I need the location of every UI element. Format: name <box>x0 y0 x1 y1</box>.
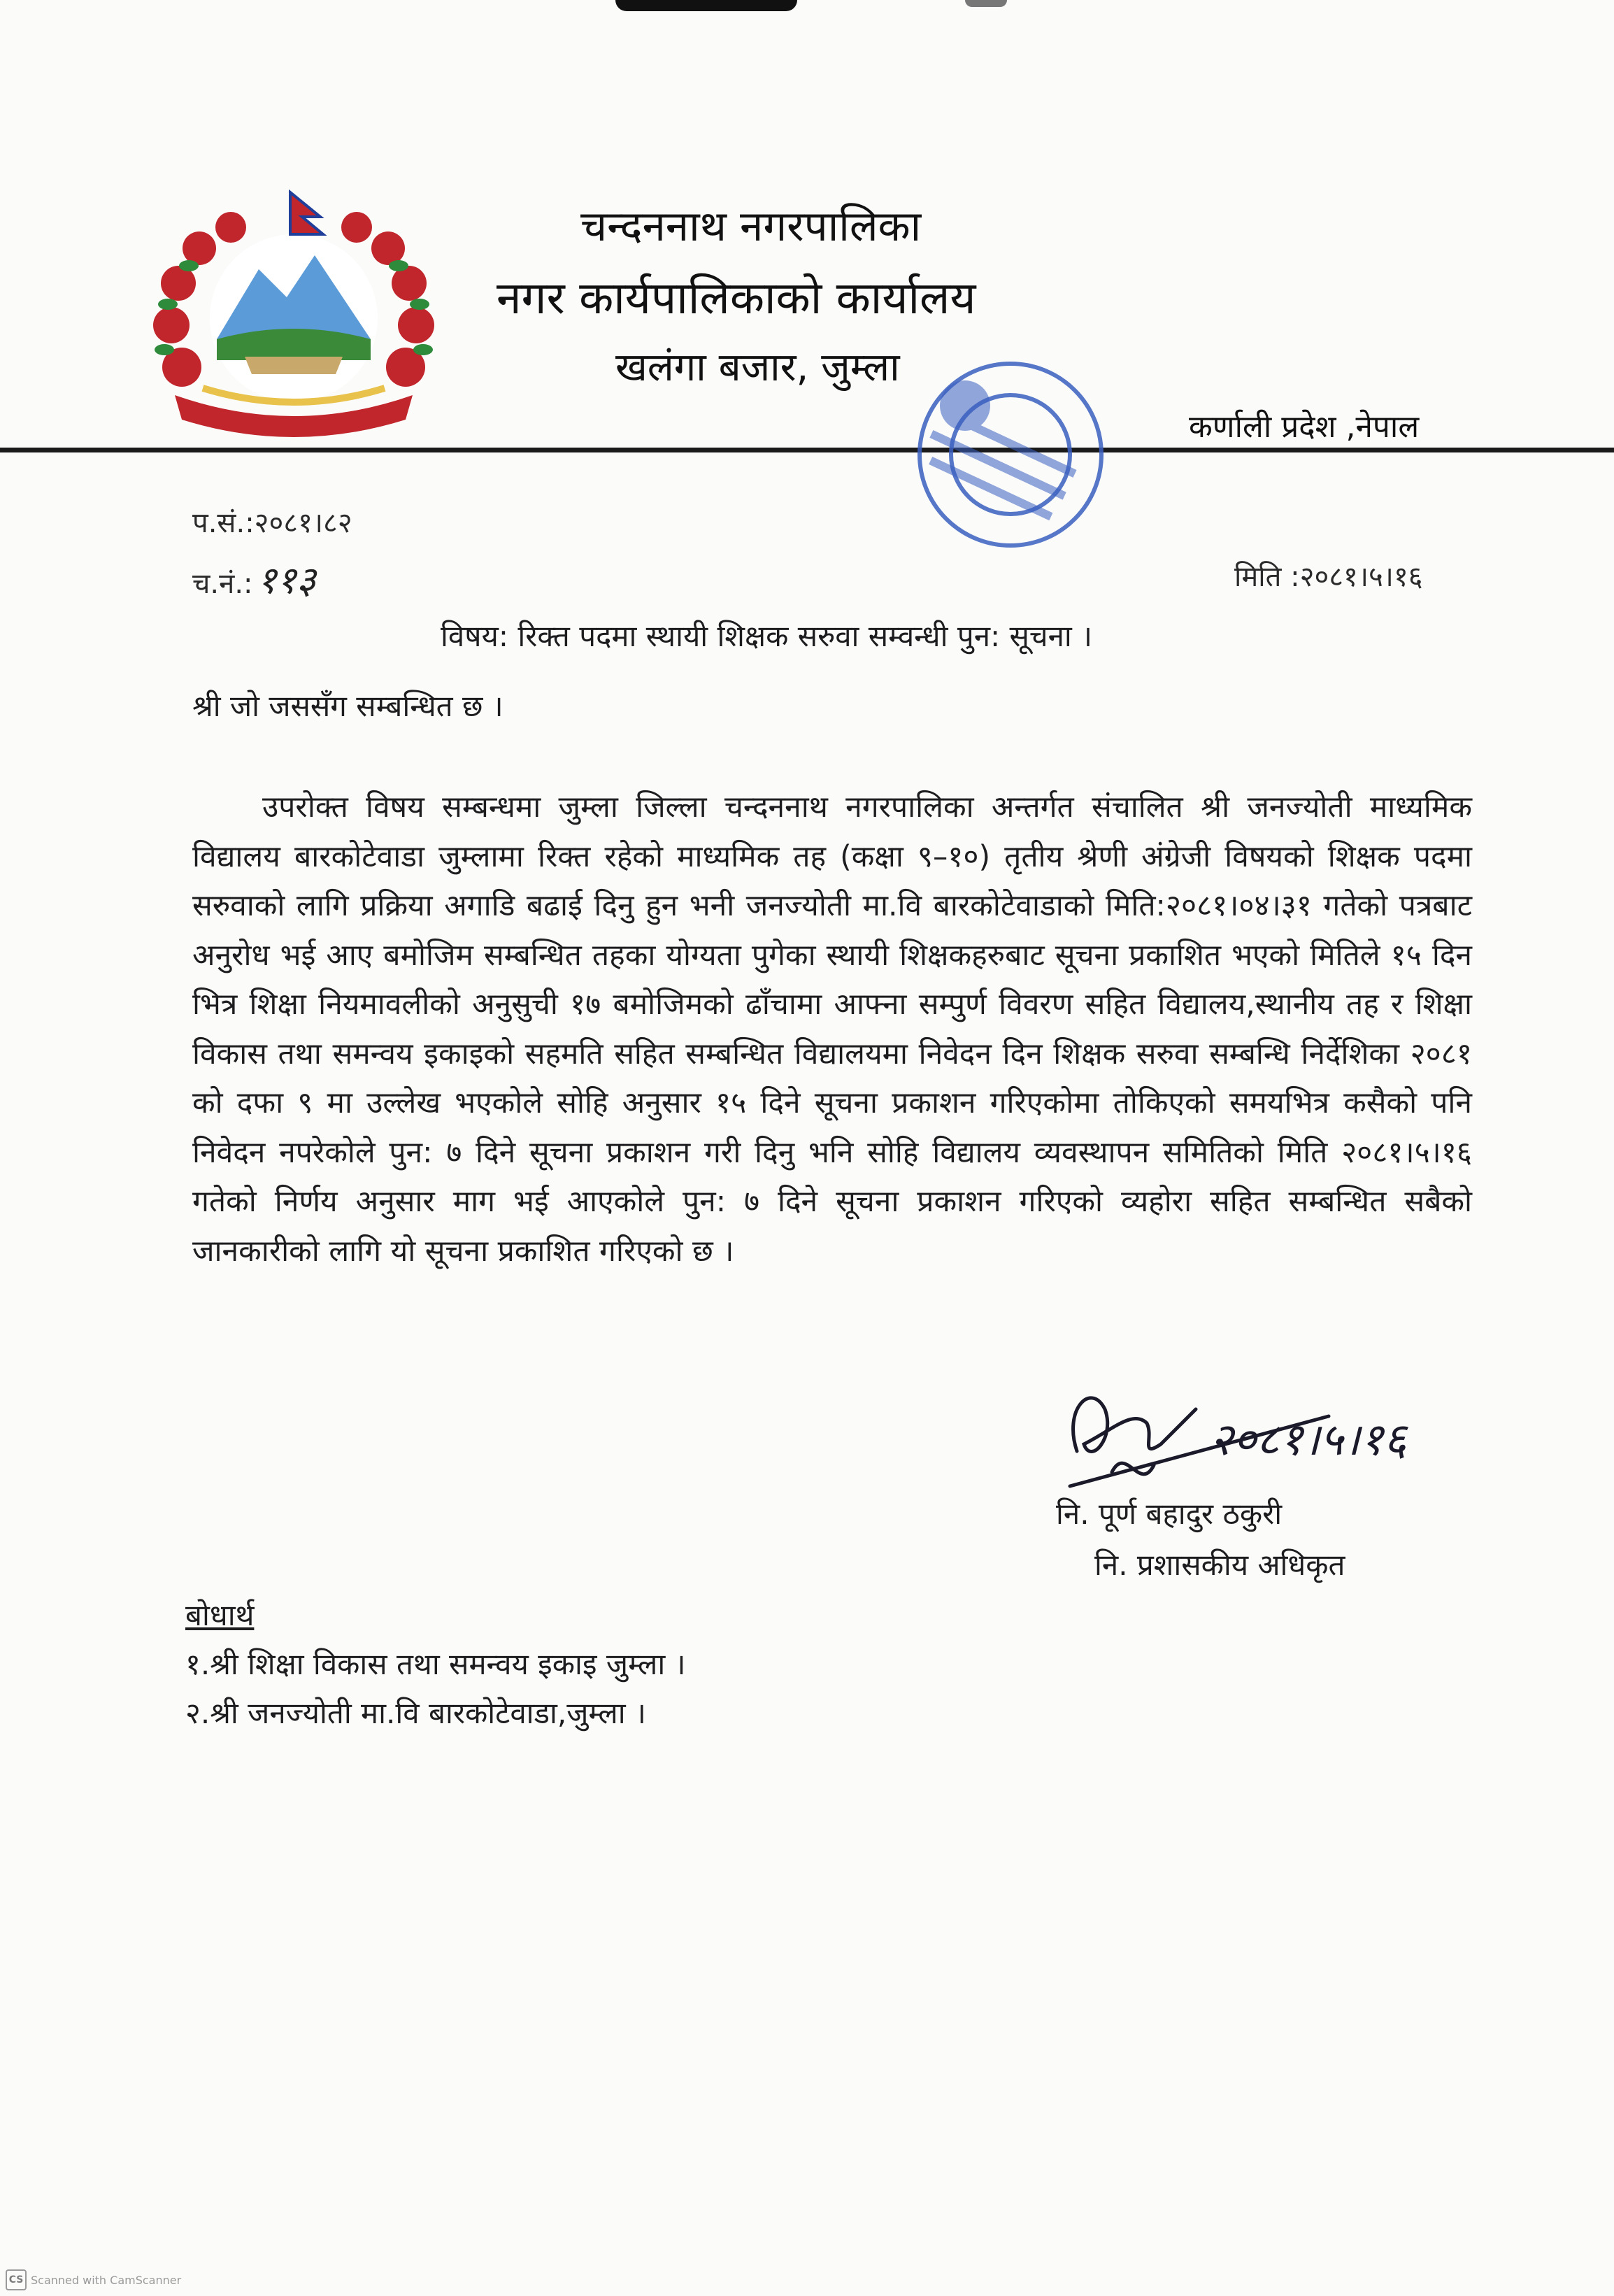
letter-body: उपरोक्त विषय सम्बन्धमा जुम्ला जिल्ला चन्दननाथ नगरपालिका अन्तर्गत संचालित श्री जनज्योती माध्यमिक विद्यालय बारकोटेवाडा जुम्लामा रिक्त रहेको माध्यमिक तह (कक्षा ९–१०) तृतीय श्रेणी अंग्रेजी विषयको शिक्षक पदमा सरुवाको लागि प्रक्रिया अगाडि बढाई दिनु हुन भनी जनज्योती मा.वि बारकोटेवाडाको मिति:२०८१।०४।३१ गतेको पत्रबाट अनुरोध भई आए बमोजिम सम्बन्धित तहका योग्यता पुगेका स्थायी शिक्षकहरुबाट सूचना प्रकाशित भएको मितिले १५ दिन भित्र शिक्षा नियमावलीको अनुसुची १७ बमोजिमको ढाँचामा आफ्ना सम्पुर्ण विवरण सहित विद्यालय,स्थानीय तह र शिक्षा विकास तथा समन्वय इकाइको सहमति सहित सम्बन्धित विद्यालयमा निवेदन दिन शिक्षक सरुवा सम्बन्धि निर्देशिका २०८१ को दफा ९ मा उल्लेख भएकोले सोहि अनुसार १५ दिने सूचना प्रकाशन गरिएकोमा तोकिएको समयभित्र कसैको पनि निवेदन नपरेकोले पुन: ७ दिने सूचना प्रकाशन गरी दिनु भनि सोहि विद्यालय व्यवस्थापन समितिको मिति २०८१।५।१६ गतेको निर्णय अनुसार माग भई आएकोले पुन: ७ दिने सूचना प्रकाशन गरिएको व्यहोरा सहित सम्बन्धित सबैको जानकारीको लागि यो सूचना प्रकाशित गरिएको छ । <box>192 790 1472 1269</box>
office-name: चन्दननाथ नगरपालिका <box>580 202 922 251</box>
scanner-watermark <box>6 2269 181 2290</box>
dispatch-number <box>192 552 316 604</box>
dispatch-number-label: च.नं.: <box>192 568 253 600</box>
reference-number-label: प.सं.: <box>192 507 255 539</box>
office-stamp-icon <box>888 350 1133 559</box>
letter-date-value: २०८१।५।१६ <box>1299 561 1423 593</box>
dispatch-number-value: ११३ <box>257 558 316 602</box>
letter-date-label: मिति : <box>1234 561 1300 593</box>
cc-item: २.श्री जनज्योती मा.वि बारकोटेवाडा,जुम्ला । <box>185 1696 646 1730</box>
header-divider <box>0 448 1614 452</box>
signature-date: २०८१।५।१६ <box>1210 1414 1407 1466</box>
reference-number-value: २०८१।८२ <box>254 507 352 539</box>
signer-name: नि. पूर्ण बहादुर ठकुरी <box>1056 1497 1283 1531</box>
nepal-emblem-icon <box>140 178 448 444</box>
reference-number <box>192 502 352 541</box>
scan-shadow-top <box>615 0 797 11</box>
signer-title: नि. प्रशासकीय अधिकृत <box>1094 1548 1345 1582</box>
office-subtitle: नगर कार्यपालिकाको कार्यालय <box>497 273 976 325</box>
camscanner-logo-icon: CS <box>6 2269 27 2290</box>
letter-recipient: श्री जो जससँग सम्बन्धित छ । <box>192 689 504 723</box>
cc-heading: बोधार्थ <box>185 1598 255 1632</box>
letter-date <box>1234 556 1423 594</box>
letter-subject: विषय: रिक्त पदमा स्थायी शिक्षक सरुवा सम्वन्धी पुन: सूचना । <box>441 619 1093 653</box>
watermark-text: Scanned with CamScanner <box>31 2273 182 2287</box>
office-province: कर्णाली प्रदेश ,नेपाल <box>1189 409 1420 445</box>
cc-item: १.श्री शिक्षा विकास तथा समन्वय इकाइ जुम्ला । <box>185 1647 686 1681</box>
scan-shadow-top-small <box>965 0 1007 7</box>
office-address: खलंगा बजार, जुम्ला <box>615 345 900 390</box>
